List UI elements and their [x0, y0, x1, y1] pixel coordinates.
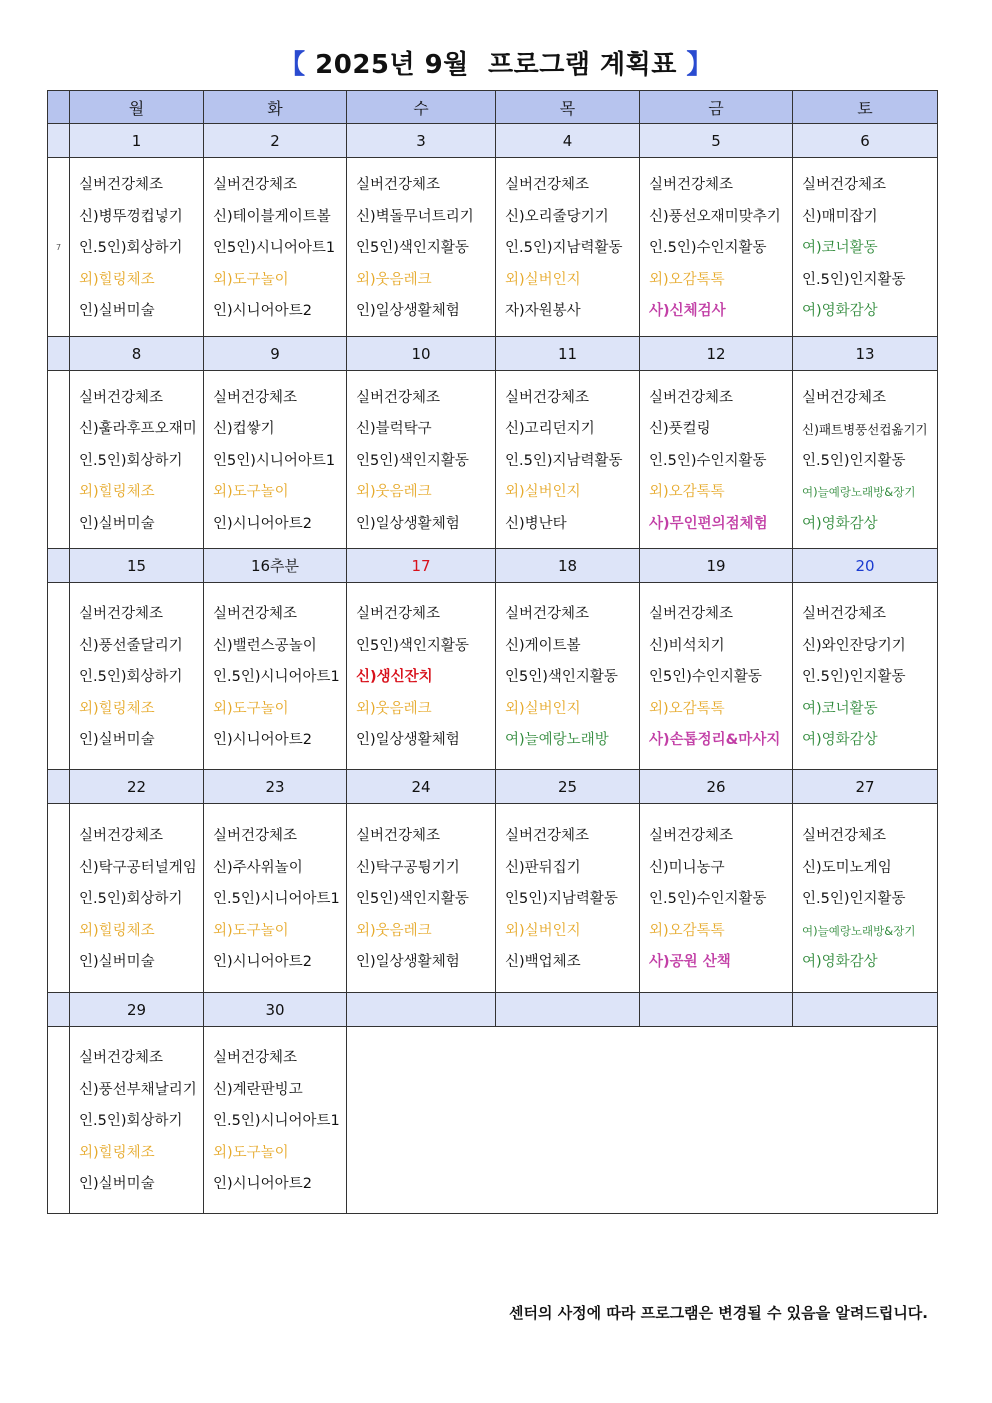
activity-item: 여)늘예랑노래방	[505, 732, 609, 749]
activity-item: 인)일상생활체험	[356, 732, 460, 749]
date-row	[48, 124, 938, 158]
date-cell: 17	[347, 549, 496, 583]
activity-item: 인.5인)시니어아트1	[213, 669, 340, 686]
activity-item: 인.5인)시니어아트1	[213, 1113, 340, 1130]
activity-item: 자)자원봉사	[505, 303, 581, 320]
day-header: 월	[70, 91, 204, 124]
activity-row	[48, 1027, 938, 1214]
date-cell: 18	[496, 549, 640, 583]
date-cell: 3	[347, 124, 496, 158]
day-activities	[204, 158, 347, 337]
corner-cell	[48, 91, 70, 124]
activity-item: 외)힐링체조	[79, 700, 155, 717]
activity-item: 실버건강체조	[356, 177, 441, 194]
activity-item: 실버건강체조	[649, 606, 734, 623]
activity-item: 여)영화감상	[802, 732, 878, 749]
empty-date-cell	[640, 993, 793, 1027]
row-side-cell	[48, 549, 70, 583]
activity-item: 실버건강체조	[505, 389, 590, 406]
activity-item: 인)실버미술	[79, 732, 155, 749]
activity-item: 사)무인편의점체험	[649, 515, 768, 532]
row-side-cell	[48, 770, 70, 804]
activity-item: 외)힐링체조	[79, 484, 155, 501]
activity-item: 신)컵쌓기	[213, 421, 275, 438]
activity-item: 실버건강체조	[649, 389, 734, 406]
activity-item: 신)탁구공터널게임	[79, 859, 197, 876]
activity-item: 외)오감톡톡	[649, 922, 725, 939]
activity-item: 여)영화감상	[802, 303, 878, 320]
activity-item: 외)실버인지	[505, 700, 581, 717]
activity-item: 신)벽돌무너트리기	[356, 208, 474, 225]
date-cell: 26	[640, 770, 793, 804]
activity-item: 실버건강체조	[79, 389, 164, 406]
activity-item: 인)시니어아트2	[213, 1176, 312, 1193]
activity-item: 인.5인)지남력활동	[505, 240, 623, 257]
activity-item: 인.5인)회상하기	[79, 452, 183, 469]
day-activities	[204, 1027, 347, 1214]
day-activities	[496, 804, 640, 993]
activity-item: 인5인)색인지활동	[356, 891, 469, 908]
date-cell: 12	[640, 337, 793, 371]
activity-item: 실버건강체조	[356, 389, 441, 406]
day-activities	[70, 804, 204, 993]
activity-item: 외)힐링체조	[79, 271, 155, 288]
date-cell: 6	[793, 124, 938, 158]
activity-item: 실버건강체조	[213, 1050, 298, 1067]
day-activities	[347, 804, 496, 993]
activity-item: 외)도구놀이	[213, 1144, 289, 1161]
activity-item: 외)웃음레크	[356, 271, 432, 288]
row-side-cell	[48, 993, 70, 1027]
day-activities	[793, 804, 938, 993]
activity-item: 실버건강체조	[802, 389, 887, 406]
day-activities	[204, 804, 347, 993]
activity-item: 실버건강체조	[79, 177, 164, 194]
activity-item: 신)병뚜껑컵넣기	[79, 208, 183, 225]
activity-item: 인.5인)수인지활동	[649, 240, 767, 257]
row-side-cell: 7	[48, 158, 70, 337]
activity-item: 신)도미노게임	[802, 859, 892, 876]
activity-item: 인)실버미술	[79, 954, 155, 971]
activity-item: 사)신체검사	[649, 303, 726, 320]
activity-item: 신)매미잡기	[802, 208, 878, 225]
activity-item: 실버건강체조	[505, 606, 590, 623]
date-cell: 23	[204, 770, 347, 804]
day-header: 수	[347, 91, 496, 124]
day-activities	[793, 371, 938, 549]
activity-item: 신)패트병풍선컵옮기기	[802, 422, 928, 438]
date-cell: 24	[347, 770, 496, 804]
day-activities	[70, 158, 204, 337]
date-cell: 16추분	[204, 549, 347, 583]
day-activities	[640, 583, 793, 770]
activity-item: 인)시니어아트2	[213, 954, 312, 971]
activity-item: 실버건강체조	[802, 177, 887, 194]
activity-item: 외)웃음레크	[356, 484, 432, 501]
day-activities	[496, 371, 640, 549]
activity-item: 인5인)색인지활동	[356, 452, 469, 469]
row-side-cell	[48, 371, 70, 549]
activity-row	[48, 804, 938, 993]
row-side-cell	[48, 583, 70, 770]
activity-item: 인5인)색인지활동	[356, 240, 469, 257]
activity-item: 외)오감톡톡	[649, 700, 725, 717]
day-activities	[204, 371, 347, 549]
activity-item: 실버건강체조	[213, 828, 298, 845]
activity-item: 신)비석치기	[649, 637, 725, 654]
page-title	[0, 44, 992, 81]
activity-item: 실버건강체조	[649, 828, 734, 845]
activity-item: 인)실버미술	[79, 303, 155, 320]
activity-item: 외)웃음레크	[356, 700, 432, 717]
day-header: 토	[793, 91, 938, 124]
date-cell: 10	[347, 337, 496, 371]
activity-item: 신)병난타	[505, 515, 567, 532]
activity-item: 인)일상생활체험	[356, 954, 460, 971]
activity-item: 여)늘예랑노래방&장기	[802, 923, 916, 938]
activity-item: 신)풍선부채날리기	[79, 1081, 197, 1098]
activity-item: 실버건강체조	[505, 828, 590, 845]
title-text: 2025년 9월 프로그램 계획표	[315, 50, 677, 80]
day-activities	[640, 371, 793, 549]
activity-item: 인.5인)회상하기	[79, 1113, 183, 1130]
activity-item: 실버건강체조	[649, 177, 734, 194]
activity-item: 인.5인)회상하기	[79, 891, 183, 908]
activity-item: 인.5인)수인지활동	[649, 452, 767, 469]
day-header: 금	[640, 91, 793, 124]
activity-item: 신)풍선줄달리기	[79, 637, 183, 654]
activity-item: 인)시니어아트2	[213, 303, 312, 320]
activity-item: 실버건강체조	[213, 177, 298, 194]
date-cell: 29	[70, 993, 204, 1027]
day-activities	[347, 371, 496, 549]
program-calendar	[47, 90, 938, 1214]
activity-item: 실버건강체조	[79, 1050, 164, 1067]
activity-item: 인)실버미술	[79, 515, 155, 532]
date-row	[48, 993, 938, 1027]
row-side-cell	[48, 804, 70, 993]
activity-item: 실버건강체조	[505, 177, 590, 194]
activity-item: 외)힐링체조	[79, 1144, 155, 1161]
row-side-cell	[48, 124, 70, 158]
activity-item: 인.5인)지남력활동	[505, 452, 623, 469]
empty-date-cell	[793, 993, 938, 1027]
day-activities	[496, 583, 640, 770]
date-cell: 27	[793, 770, 938, 804]
activity-item: 인5인)수인지활동	[649, 669, 762, 686]
activity-item: 사)손톱정리&마사지	[649, 732, 781, 749]
activity-item: 신)블럭탁구	[356, 421, 432, 438]
activity-item: 신)판뒤집기	[505, 859, 581, 876]
date-cell: 11	[496, 337, 640, 371]
empty-date-cell	[347, 993, 496, 1027]
day-activities	[70, 1027, 204, 1214]
activity-item: 신)생신잔치	[356, 669, 433, 686]
activity-row	[48, 583, 938, 770]
date-cell: 9	[204, 337, 347, 371]
activity-item: 인.5인)회상하기	[79, 669, 183, 686]
activity-item: 신)오리줄당기기	[505, 208, 609, 225]
date-cell: 13	[793, 337, 938, 371]
activity-item: 신)게이트볼	[505, 637, 581, 654]
activity-item: 사)공원 산책	[649, 954, 731, 971]
activity-item: 인.5인)인지활동	[802, 669, 906, 686]
activity-item: 여)코너활동	[802, 240, 878, 257]
activity-item: 신)탁구공튕기기	[356, 859, 460, 876]
activity-item: 인5인)색인지활동	[505, 669, 618, 686]
date-cell: 20	[793, 549, 938, 583]
date-cell: 1	[70, 124, 204, 158]
empty-span-cell	[347, 1027, 938, 1214]
day-header: 목	[496, 91, 640, 124]
activity-item: 인.5인)수인지활동	[649, 891, 767, 908]
activity-item: 인.5인)시니어아트1	[213, 891, 340, 908]
date-cell: 30	[204, 993, 347, 1027]
day-header: 화	[204, 91, 347, 124]
date-cell: 15	[70, 549, 204, 583]
activity-item: 인.5인)인지활동	[802, 452, 906, 469]
activity-item: 인5인)지남력활동	[505, 891, 618, 908]
row-side-cell	[48, 1027, 70, 1214]
activity-item: 신)주사위놀이	[213, 859, 303, 876]
activity-item: 실버건강체조	[356, 828, 441, 845]
activity-item: 실버건강체조	[213, 606, 298, 623]
activity-item: 신)계란판빙고	[213, 1081, 303, 1098]
title-bracket-open: 【	[279, 50, 306, 80]
activity-item: 인)일상생활체험	[356, 303, 460, 320]
activity-item: 실버건강체조	[802, 606, 887, 623]
date-cell: 2	[204, 124, 347, 158]
activity-item: 인)시니어아트2	[213, 515, 312, 532]
day-activities	[70, 583, 204, 770]
activity-item: 여)영화감상	[802, 954, 878, 971]
day-activities	[793, 158, 938, 337]
day-activities	[347, 158, 496, 337]
activity-item: 신)고리던지기	[505, 421, 595, 438]
activity-item: 실버건강체조	[79, 828, 164, 845]
date-row	[48, 337, 938, 371]
activity-item: 외)도구놀이	[213, 922, 289, 939]
weekday-header-row	[48, 91, 938, 124]
date-cell: 22	[70, 770, 204, 804]
day-activities	[70, 371, 204, 549]
activity-item: 신)와인잔당기기	[802, 637, 906, 654]
activity-item: 외)실버인지	[505, 922, 581, 939]
activity-item: 신)미니농구	[649, 859, 725, 876]
activity-item: 인5인)시니어아트1	[213, 240, 336, 257]
activity-item: 신)백업체조	[505, 954, 581, 971]
activity-item: 신)풍선오재미맞추기	[649, 208, 781, 225]
activity-item: 외)실버인지	[505, 484, 581, 501]
date-cell: 4	[496, 124, 640, 158]
row-side-cell	[48, 337, 70, 371]
day-activities	[640, 804, 793, 993]
date-cell: 8	[70, 337, 204, 371]
date-cell: 19	[640, 549, 793, 583]
date-row	[48, 770, 938, 804]
activity-item: 외)도구놀이	[213, 700, 289, 717]
activity-row	[48, 158, 938, 337]
activity-item: 외)오감톡톡	[649, 271, 725, 288]
footer-notice: 센터의 사정에 따라 프로그램은 변경될 수 있음을 알려드립니다.	[509, 1304, 928, 1322]
activity-row	[48, 371, 938, 549]
activity-item: 인.5인)회상하기	[79, 240, 183, 257]
activity-item: 인5인)색인지활동	[356, 637, 469, 654]
date-row	[48, 549, 938, 583]
activity-item: 신)테이블게이트볼	[213, 208, 331, 225]
activity-item: 여)코너활동	[802, 700, 878, 717]
activity-item: 인.5인)인지활동	[802, 271, 906, 288]
day-activities	[793, 583, 938, 770]
activity-item: 외)도구놀이	[213, 271, 289, 288]
activity-item: 외)오감톡톡	[649, 484, 725, 501]
activity-item: 신)밸런스공놀이	[213, 637, 317, 654]
activity-item: 여)영화감상	[802, 515, 878, 532]
activity-item: 신)훌라후프오재미	[79, 421, 197, 438]
activity-item: 신)풋컬링	[649, 421, 711, 438]
title-bracket-close: 】	[686, 50, 713, 80]
activity-item: 여)늘예랑노래방&장기	[802, 485, 916, 500]
activity-item: 실버건강체조	[213, 389, 298, 406]
activity-item: 외)힐링체조	[79, 922, 155, 939]
activity-item: 실버건강체조	[802, 828, 887, 845]
day-activities	[204, 583, 347, 770]
empty-date-cell	[496, 993, 640, 1027]
activity-item: 실버건강체조	[79, 606, 164, 623]
date-cell: 5	[640, 124, 793, 158]
day-activities	[496, 158, 640, 337]
activity-item: 인)일상생활체험	[356, 515, 460, 532]
day-activities	[347, 583, 496, 770]
activity-item: 인5인)시니어아트1	[213, 452, 336, 469]
activity-item: 인)시니어아트2	[213, 732, 312, 749]
day-activities	[640, 158, 793, 337]
activity-item: 인)실버미술	[79, 1176, 155, 1193]
activity-item: 인.5인)인지활동	[802, 891, 906, 908]
activity-item: 외)웃음레크	[356, 922, 432, 939]
activity-item: 실버건강체조	[356, 606, 441, 623]
activity-item: 외)도구놀이	[213, 484, 289, 501]
date-cell: 25	[496, 770, 640, 804]
activity-item: 외)실버인지	[505, 271, 581, 288]
